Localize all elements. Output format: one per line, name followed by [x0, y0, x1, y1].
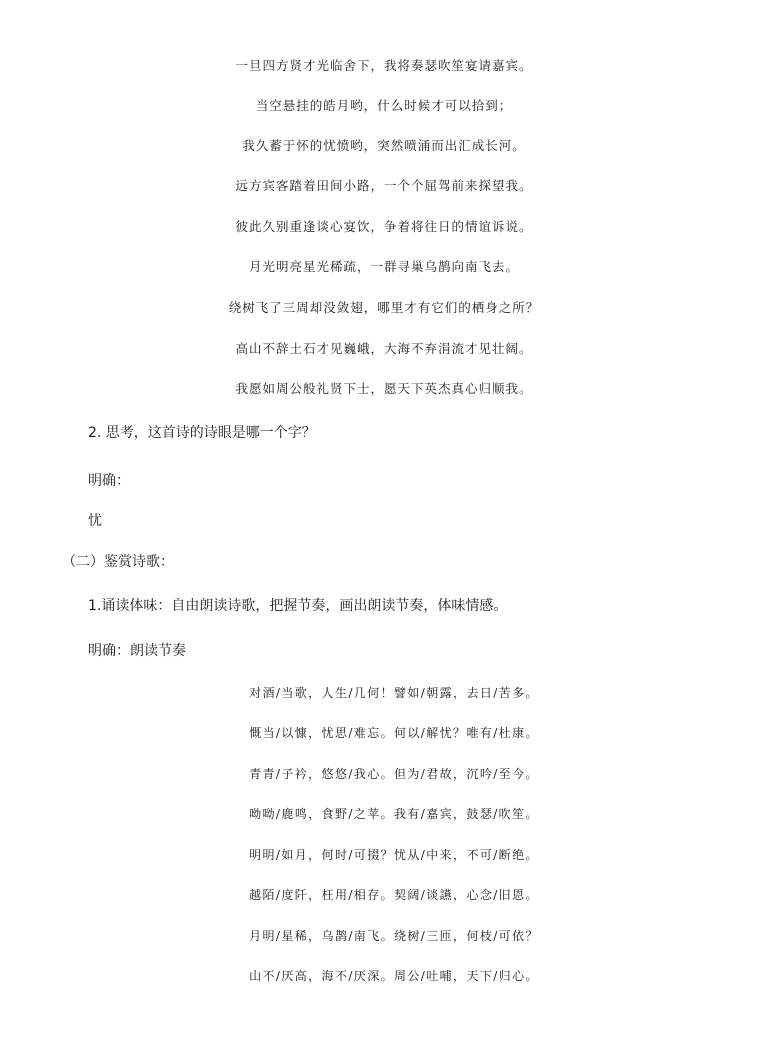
- rhythm-line: 慨当/以慷，忧思/难忘。何以/解忧？唯有/杜康。: [249, 726, 539, 740]
- question-2-answer: 忧: [88, 513, 102, 529]
- translation-line: 我愿如周公般礼贤下士，愿天下英杰真心归顺我。: [235, 381, 533, 396]
- rhythm-line: 月明/星稀，乌鹊/南飞。绕树/三匝，何枝/可依？: [249, 929, 539, 943]
- translation-line: 当空悬挂的皓月哟，什么时候才可以拾到；: [255, 98, 513, 113]
- question-2-answer-label: 明确：: [88, 473, 130, 489]
- rhythm-line: 青青/子衿，悠悠/我心。但为/君故，沉吟/至今。: [249, 767, 539, 781]
- rhythm-line: 越陌/度阡，枉用/相存。契阔/谈讌，心念/旧恩。: [249, 888, 539, 902]
- rhythm-line: 对酒/当歌，人生/几何！譬如/朝露，去日/苦多。: [249, 686, 539, 700]
- task-1-answer-label: 明确：朗读节奏: [88, 643, 186, 659]
- question-2-prompt: 2. 思考，这首诗的诗眼是哪一个字？: [88, 425, 316, 441]
- translation-line: 彼此久别重逢谈心宴饮，争着将往日的情谊诉说。: [235, 219, 533, 234]
- rhythm-line: 明明/如月，何时/可掇？忧从/中来，不可/断绝。: [249, 848, 539, 862]
- rhythm-line: 山不/厌高，海不/厌深。周公/吐哺，天下/归心。: [249, 969, 539, 983]
- translation-line: 高山不辞土石才见巍峨，大海不弃涓流才见壮阔。: [235, 341, 533, 356]
- task-1-instruction: 1.诵读体味：自由朗读诗歌，把握节奏，画出朗读节奏，体味情感。: [88, 598, 508, 614]
- translation-line: 我久蓄于怀的忧愤哟，突然喷涌而出汇成长河。: [242, 138, 526, 153]
- translation-line: 月光明亮星光稀疏，一群寻巢乌鹊向南飞去。: [248, 259, 519, 274]
- translation-line: 远方宾客踏着田间小路，一个个屈驾前来探望我。: [235, 178, 533, 193]
- translation-line: 绕树飞了三周却没敛翅，哪里才有它们的栖身之所？: [228, 300, 540, 315]
- rhythm-line: 呦呦/鹿鸣，食野/之苹。我有/嘉宾，鼓瑟/吹笙。: [249, 807, 539, 821]
- translation-line: 一旦四方贤才光临舍下，我将奏瑟吹笙宴请嘉宾。: [235, 58, 533, 73]
- section-heading: （二）鉴赏诗歌：: [62, 554, 174, 570]
